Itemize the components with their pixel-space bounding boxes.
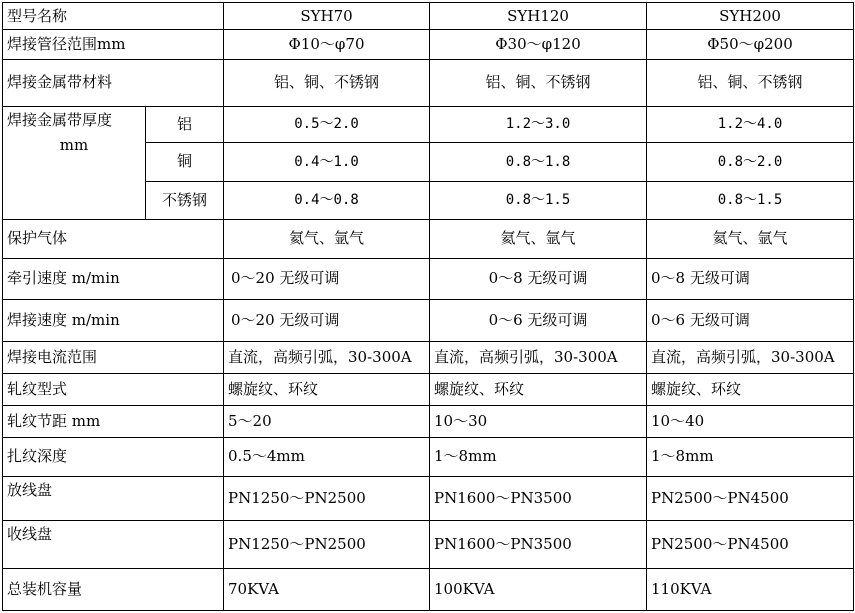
material-label: 铜 [146, 143, 224, 182]
cell: 铝、铜、不锈钢 [647, 59, 854, 106]
cell: 氦气、氩气 [647, 220, 854, 259]
row-label: 总装机容量 [3, 569, 224, 611]
table-row [3, 106, 854, 143]
cell: 0.5～4mm [224, 438, 430, 477]
cell: 铝、铜、不锈钢 [430, 59, 647, 106]
row-label: 轧纹节距 mm [3, 405, 224, 437]
table-row [3, 300, 854, 342]
cell: 0.8～1.5 [430, 181, 647, 220]
cell: 铝、铜、不锈钢 [224, 59, 430, 106]
row-label: 轧纹型式 [3, 374, 224, 405]
cell: 0.4～0.8 [224, 181, 430, 220]
cell: 1～8mm [430, 438, 647, 477]
cell: Φ30～φ120 [430, 30, 647, 59]
spec-table [2, 2, 854, 611]
row-label: 牵引速度 m/min [3, 258, 224, 300]
row-label: 焊接管径范围mm [3, 30, 224, 59]
cell: 1～8mm [647, 438, 854, 477]
unit-label: mm [59, 135, 89, 154]
cell: 螺旋纹、环纹 [224, 374, 430, 405]
cell: 螺旋纹、环纹 [430, 374, 647, 405]
table-row [3, 341, 854, 373]
cell: 直流，高频引弧，30-300A [224, 341, 430, 373]
cell: PN2500～PN4500 [647, 520, 854, 569]
cell: 螺旋纹、环纹 [647, 374, 854, 405]
row-label: 保护气体 [3, 220, 224, 259]
cell: 5～20 [224, 405, 430, 437]
cell: 0.8～2.0 [647, 143, 854, 182]
table-row [3, 438, 854, 477]
cell: 0.8～1.8 [430, 143, 647, 182]
cell: 0～6 无级可调 [430, 300, 647, 342]
cell: PN1250～PN2500 [224, 476, 430, 520]
table-row [3, 220, 854, 259]
cell: 0.5～2.0 [224, 106, 430, 143]
cell: 0.4～1.0 [224, 143, 430, 182]
model-syh70: SYH70 [224, 3, 430, 30]
row-label: 焊接速度 m/min [3, 300, 224, 342]
cell: 0～8 无级可调 [647, 258, 854, 300]
material-label: 铝 [146, 106, 224, 143]
model-syh120: SYH120 [430, 3, 647, 30]
row-label: 放线盘 [3, 476, 224, 520]
row-label: 焊接电流范围 [3, 341, 224, 373]
cell: 110KVA [647, 569, 854, 611]
cell: Φ50～φ200 [647, 30, 854, 59]
cell: 直流，高频引弧，30-300A [430, 341, 647, 373]
cell: PN1600～PN3500 [430, 520, 647, 569]
table-row [3, 374, 854, 405]
cell: 氦气、氩气 [224, 220, 430, 259]
cell: 70KVA [224, 569, 430, 611]
cell: Φ10～φ70 [224, 30, 430, 59]
row-label: 焊接金属带厚度 [7, 110, 113, 129]
row-label: 焊接金属带材料 [3, 59, 224, 106]
cell: 0～20 无级可调 [224, 258, 430, 300]
table-row [3, 520, 854, 569]
table-row [3, 569, 854, 611]
thickness-label-cell [3, 106, 146, 220]
cell: 0.8～1.5 [647, 181, 854, 220]
cell: 0～6 无级可调 [647, 300, 854, 342]
cell: 0～20 无级可调 [224, 300, 430, 342]
table-row [3, 30, 854, 59]
cell: 1.2～4.0 [647, 106, 854, 143]
cell: 1.2～3.0 [430, 106, 647, 143]
table-row [3, 476, 854, 520]
material-label: 不锈钢 [146, 181, 224, 220]
cell: 0～8 无级可调 [430, 258, 647, 300]
cell: 100KVA [430, 569, 647, 611]
row-label: 扎纹深度 [3, 438, 224, 477]
cell: PN2500～PN4500 [647, 476, 854, 520]
table-row [3, 59, 854, 106]
table-row [3, 405, 854, 437]
table-row [3, 258, 854, 300]
header-label: 型号名称 [3, 3, 224, 30]
cell: 10～40 [647, 405, 854, 437]
cell: PN1250～PN2500 [224, 520, 430, 569]
cell: PN1600～PN3500 [430, 476, 647, 520]
cell: 直流，高频引弧，30-300A [647, 341, 854, 373]
header-row [3, 3, 854, 30]
model-syh200: SYH200 [647, 3, 854, 30]
row-label: 收线盘 [3, 520, 224, 569]
cell: 10～30 [430, 405, 647, 437]
cell: 氦气、氩气 [430, 220, 647, 259]
